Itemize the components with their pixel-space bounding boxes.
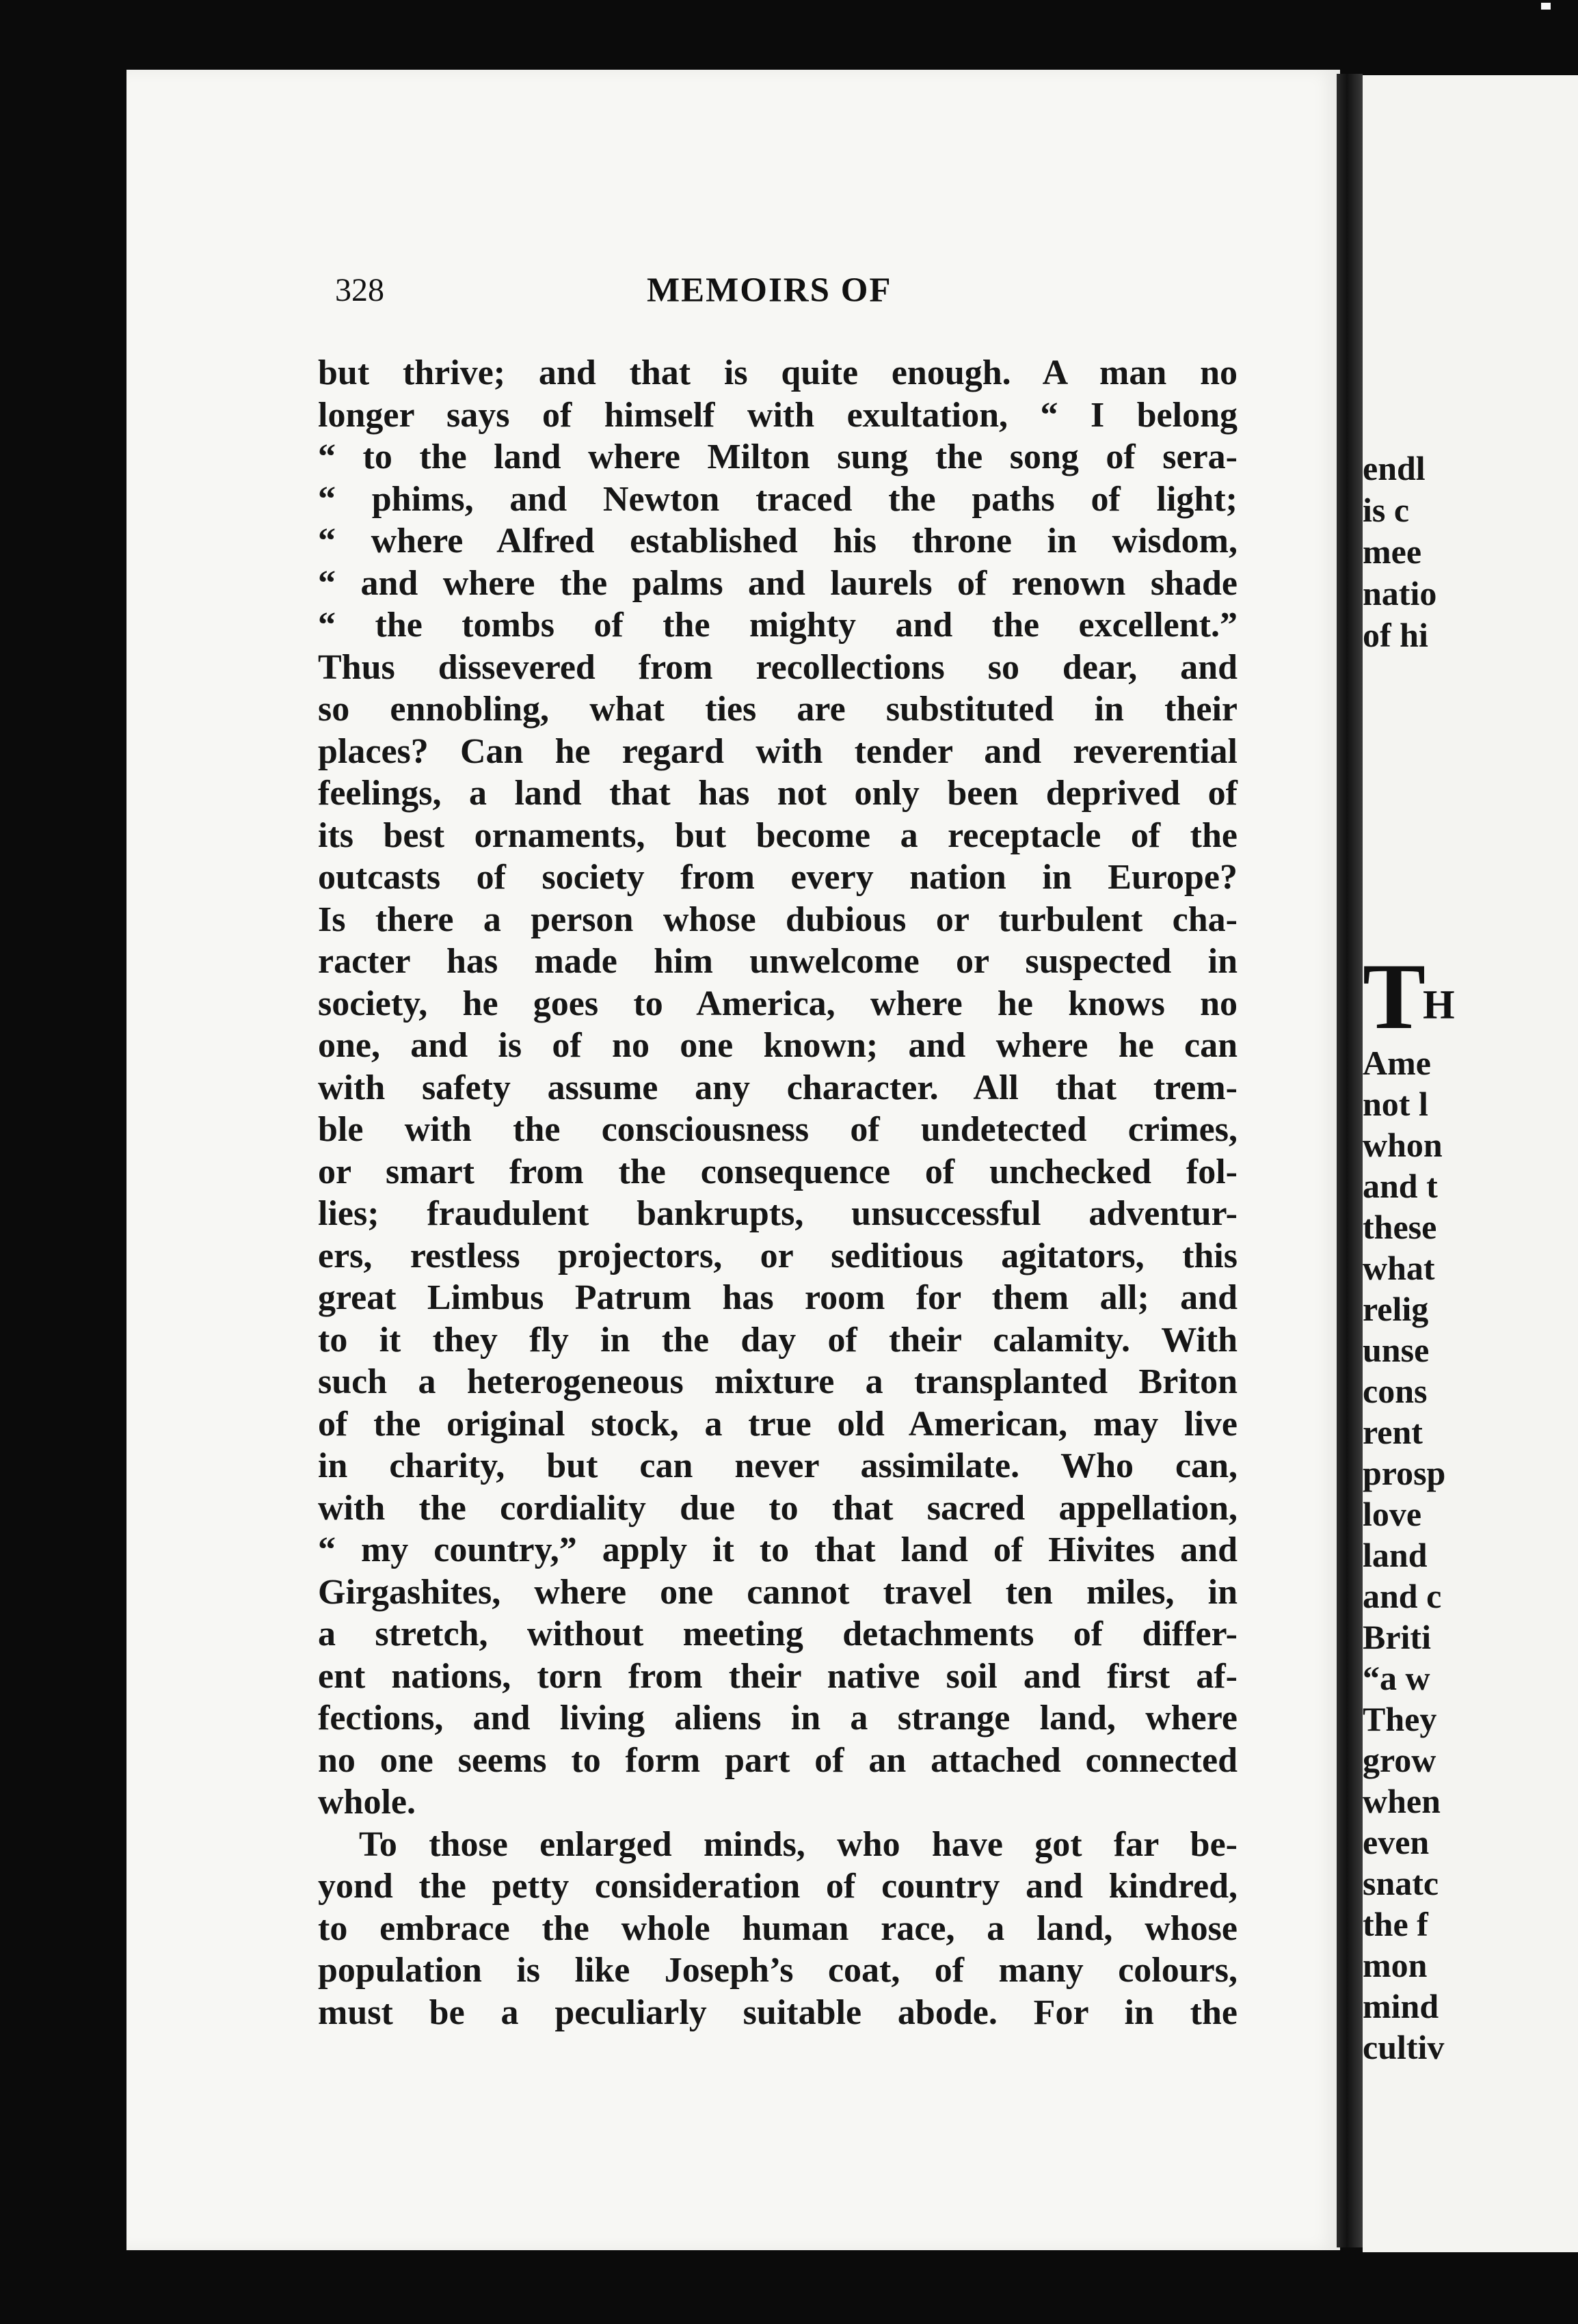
right-line: “a w xyxy=(1363,1659,1430,1697)
right-line: endl xyxy=(1363,449,1426,487)
body-line: of the original stock, a true old American, may live xyxy=(318,1404,1238,1444)
right-line: Ame xyxy=(1363,1044,1431,1082)
body-line: places? Can he regard with tender and reverential xyxy=(318,731,1238,771)
right-line: grow xyxy=(1363,1741,1436,1779)
right-line: They xyxy=(1363,1700,1437,1738)
body-line: longer says of himself with exultation, “ I belong xyxy=(318,395,1238,435)
body-line: to it they fly in the day of their calamity. With xyxy=(318,1320,1238,1360)
page-body-text xyxy=(318,352,1238,2033)
body-line: To those enlarged minds, who have got far be- xyxy=(359,1824,1238,1864)
body-line: yond the petty consideration of country and kindred, xyxy=(318,1867,1238,1906)
right-line: cultiv xyxy=(1363,2028,1445,2066)
body-line: lies; fraudulent bankrupts, unsuccessful adventur- xyxy=(318,1194,1238,1233)
body-line: society, he goes to America, where he knows no xyxy=(318,984,1238,1023)
body-line: one, and is of no one known; and where he can xyxy=(318,1026,1238,1065)
right-line: the f xyxy=(1363,1905,1428,1943)
body-line: its best ornaments, but become a receptacle of the xyxy=(318,815,1238,855)
body-line: to embrace the whole human race, a land, whose xyxy=(318,1908,1238,1948)
body-line: ble with the consciousness of undetected crimes, xyxy=(318,1110,1238,1149)
running-head: MEMOIRS OF xyxy=(647,271,892,310)
right-line: and c xyxy=(1363,1577,1442,1615)
body-line: whole. xyxy=(318,1783,416,1822)
right-line: relig xyxy=(1363,1290,1429,1328)
right-line: when xyxy=(1363,1782,1441,1820)
body-line: but thrive; and that is quite enough. A man no xyxy=(318,353,1238,392)
body-line: Is there a person whose dubious or turbulent cha- xyxy=(318,900,1238,939)
body-line: great Limbus Patrum has room for them all; and xyxy=(318,1278,1238,1317)
body-line: outcasts of society from every nation in Europe? xyxy=(318,858,1238,897)
right-line: prosp xyxy=(1363,1454,1446,1492)
body-line: “ the tombs of the mighty and the excellent.” xyxy=(318,606,1238,645)
body-line: feelings, a land that has not only been deprived of xyxy=(318,774,1238,813)
right-line: these xyxy=(1363,1208,1437,1246)
body-line: with safety assume any character. All that trem- xyxy=(318,1068,1238,1107)
right-line: of hi xyxy=(1363,616,1428,654)
right-line: love xyxy=(1363,1495,1422,1533)
body-line: such a heterogeneous mixture a transplanted Briton xyxy=(318,1362,1238,1401)
body-line: ent nations, torn from their native soil and first af- xyxy=(318,1656,1238,1696)
right-line: rent xyxy=(1363,1413,1423,1451)
body-line: or smart from the consequence of unchecked fol- xyxy=(318,1152,1238,1191)
body-line: a stretch, without meeting detachments of differ- xyxy=(318,1614,1238,1653)
right-line: mee xyxy=(1363,532,1422,571)
body-line: “ phims, and Newton traced the paths of light; xyxy=(318,479,1238,519)
right-line: natio xyxy=(1363,574,1437,612)
body-line: ers, restless projectors, or seditious agitators, this xyxy=(318,1236,1238,1275)
body-line: no one seems to form part of an attached connected xyxy=(318,1740,1238,1780)
body-line: so ennobling, what ties are substituted in their xyxy=(318,690,1238,729)
right-line: cons xyxy=(1363,1372,1428,1410)
right-line: and t xyxy=(1363,1167,1438,1205)
body-line: in charity, but can never assimilate. Who can, xyxy=(318,1446,1238,1485)
page-number: 328 xyxy=(335,272,384,308)
body-line: Girgashites, where one cannot travel ten miles, in xyxy=(318,1572,1238,1612)
right-line: unse xyxy=(1363,1331,1430,1369)
right-line: is c xyxy=(1363,491,1410,529)
right-page xyxy=(1363,75,1578,2252)
page-header xyxy=(335,270,1238,318)
right-line: even xyxy=(1363,1823,1430,1861)
body-line: population is like Joseph’s coat, of many colours, xyxy=(318,1951,1238,1990)
right-line: Briti xyxy=(1363,1618,1431,1656)
chapter-opening-letter: H xyxy=(1423,982,1455,1027)
right-line: whon xyxy=(1363,1126,1443,1164)
body-line: fections, and living aliens in a strange land, where xyxy=(318,1699,1238,1738)
body-line: must be a peculiarly suitable abode. For in the xyxy=(318,1992,1238,2032)
body-line: with the cordiality due to that sacred appellation, xyxy=(318,1488,1238,1528)
right-line: mind xyxy=(1363,1987,1439,2025)
body-line: “ to the land where Milton sung the song of sera- xyxy=(318,437,1238,476)
right-line: snatc xyxy=(1363,1864,1439,1902)
body-line: “ where Alfred established his throne in wisdom, xyxy=(318,522,1238,560)
scan-mark xyxy=(1541,3,1551,10)
body-line: “ and where the palms and laurels of renown shade xyxy=(318,563,1238,603)
right-line: not l xyxy=(1363,1085,1428,1123)
right-line: mon xyxy=(1363,1946,1428,1984)
chapter-dropcap: T xyxy=(1363,944,1426,1049)
book-gutter xyxy=(1337,74,1363,2247)
body-line: Thus dissevered from recollections so dear, and xyxy=(318,647,1238,687)
right-line: what xyxy=(1363,1249,1435,1287)
body-line: “ my country,” apply it to that land of Hivites and xyxy=(318,1530,1238,1569)
right-line: land xyxy=(1363,1536,1428,1574)
body-line: racter has made him unwelcome or suspected in xyxy=(318,942,1238,981)
